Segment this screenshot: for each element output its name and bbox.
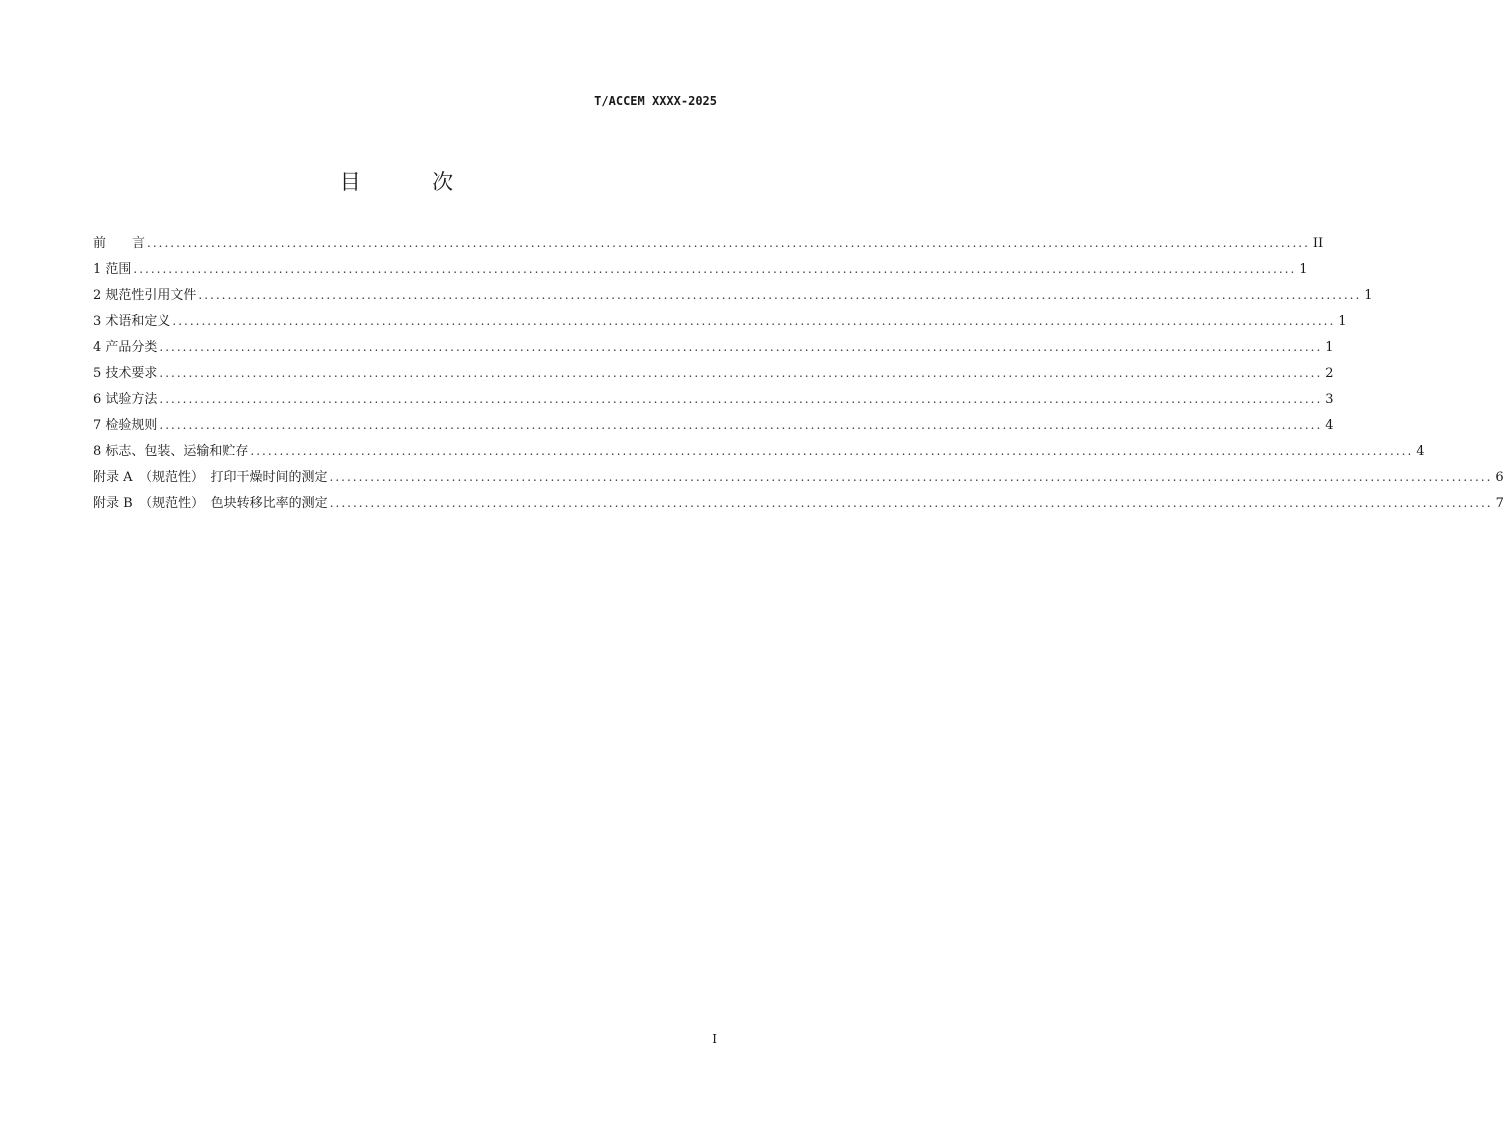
toc-entry-label: 6 试验方法 (93, 392, 158, 407)
toc-entry-page: II (1312, 236, 1324, 251)
toc-entry-label: 3 术语和定义 (93, 314, 171, 329)
toc-entry-inspection-rules[interactable] (93, 412, 1334, 438)
toc-entry-requirements[interactable] (93, 360, 1334, 386)
toc-entry-marking-packaging[interactable] (93, 438, 1425, 464)
toc-entry-label: 7 检验规则 (93, 418, 158, 433)
toc-entry-annex-b[interactable] (93, 490, 1504, 516)
standard-code: T/ACCEM XXXX-2025 (594, 94, 717, 108)
toc-entry-label: 5 技术要求 (93, 366, 158, 381)
toc-leader-dots: ........................................................................................................................................................................................................ (159, 340, 1323, 354)
toc-entry-page: 4 (1325, 418, 1334, 433)
toc-entry-classification[interactable] (93, 334, 1334, 360)
toc-entry-label: 1 范围 (93, 262, 132, 277)
toc-entry-normative-references[interactable] (93, 282, 1373, 308)
toc-entry-page: 1 (1325, 340, 1334, 355)
toc-entry-page: 7 (1495, 496, 1504, 511)
toc-leader-dots: ........................................................................................................................................................................................................ (250, 444, 1414, 458)
toc-entry-page: 1 (1299, 262, 1308, 277)
toc-entry-label: 2 规范性引用文件 (93, 288, 197, 303)
toc-entry-label: 附录 A （规范性） 打印干燥时间的测定 (93, 470, 328, 485)
toc-entry-label: 附录 B （规范性） 色块转移比率的测定 (93, 496, 328, 511)
toc-entry-label: 8 标志、包装、运输和贮存 (93, 444, 249, 459)
page-title: 目 次 (339, 170, 479, 194)
toc-leader-dots: ........................................................................................................................................................................................................ (329, 496, 1493, 510)
toc-leader-dots: ........................................................................................................................................................................................................ (133, 262, 1297, 276)
table-of-contents (93, 230, 1504, 516)
toc-leader-dots: ........................................................................................................................................................................................................ (159, 418, 1323, 432)
toc-entry-foreword[interactable] (93, 230, 1324, 256)
toc-leader-dots: ........................................................................................................................................................................................................ (198, 288, 1362, 302)
toc-entry-test-methods[interactable] (93, 386, 1334, 412)
page-number: I (712, 1032, 717, 1046)
toc-entry-label: 4 产品分类 (93, 340, 158, 355)
toc-leader-dots: ........................................................................................................................................................................................................ (159, 392, 1323, 406)
toc-entry-scope[interactable] (93, 256, 1308, 282)
toc-entry-page: 2 (1325, 366, 1334, 381)
toc-leader-dots: ........................................................................................................................................................................................................ (172, 314, 1336, 328)
toc-entry-page: 4 (1416, 444, 1425, 459)
toc-entry-page: 6 (1495, 470, 1504, 485)
toc-entry-page: 1 (1338, 314, 1347, 329)
toc-entry-page: 1 (1364, 288, 1373, 303)
toc-entry-label: 前 言 (93, 236, 146, 251)
toc-leader-dots: ........................................................................................................................................................................................................ (147, 236, 1310, 250)
toc-entry-annex-a[interactable] (93, 464, 1504, 490)
toc-leader-dots: ........................................................................................................................................................................................................ (329, 470, 1493, 484)
toc-entry-page: 3 (1325, 392, 1334, 407)
toc-leader-dots: ........................................................................................................................................................................................................ (159, 366, 1323, 380)
toc-entry-terms[interactable] (93, 308, 1347, 334)
